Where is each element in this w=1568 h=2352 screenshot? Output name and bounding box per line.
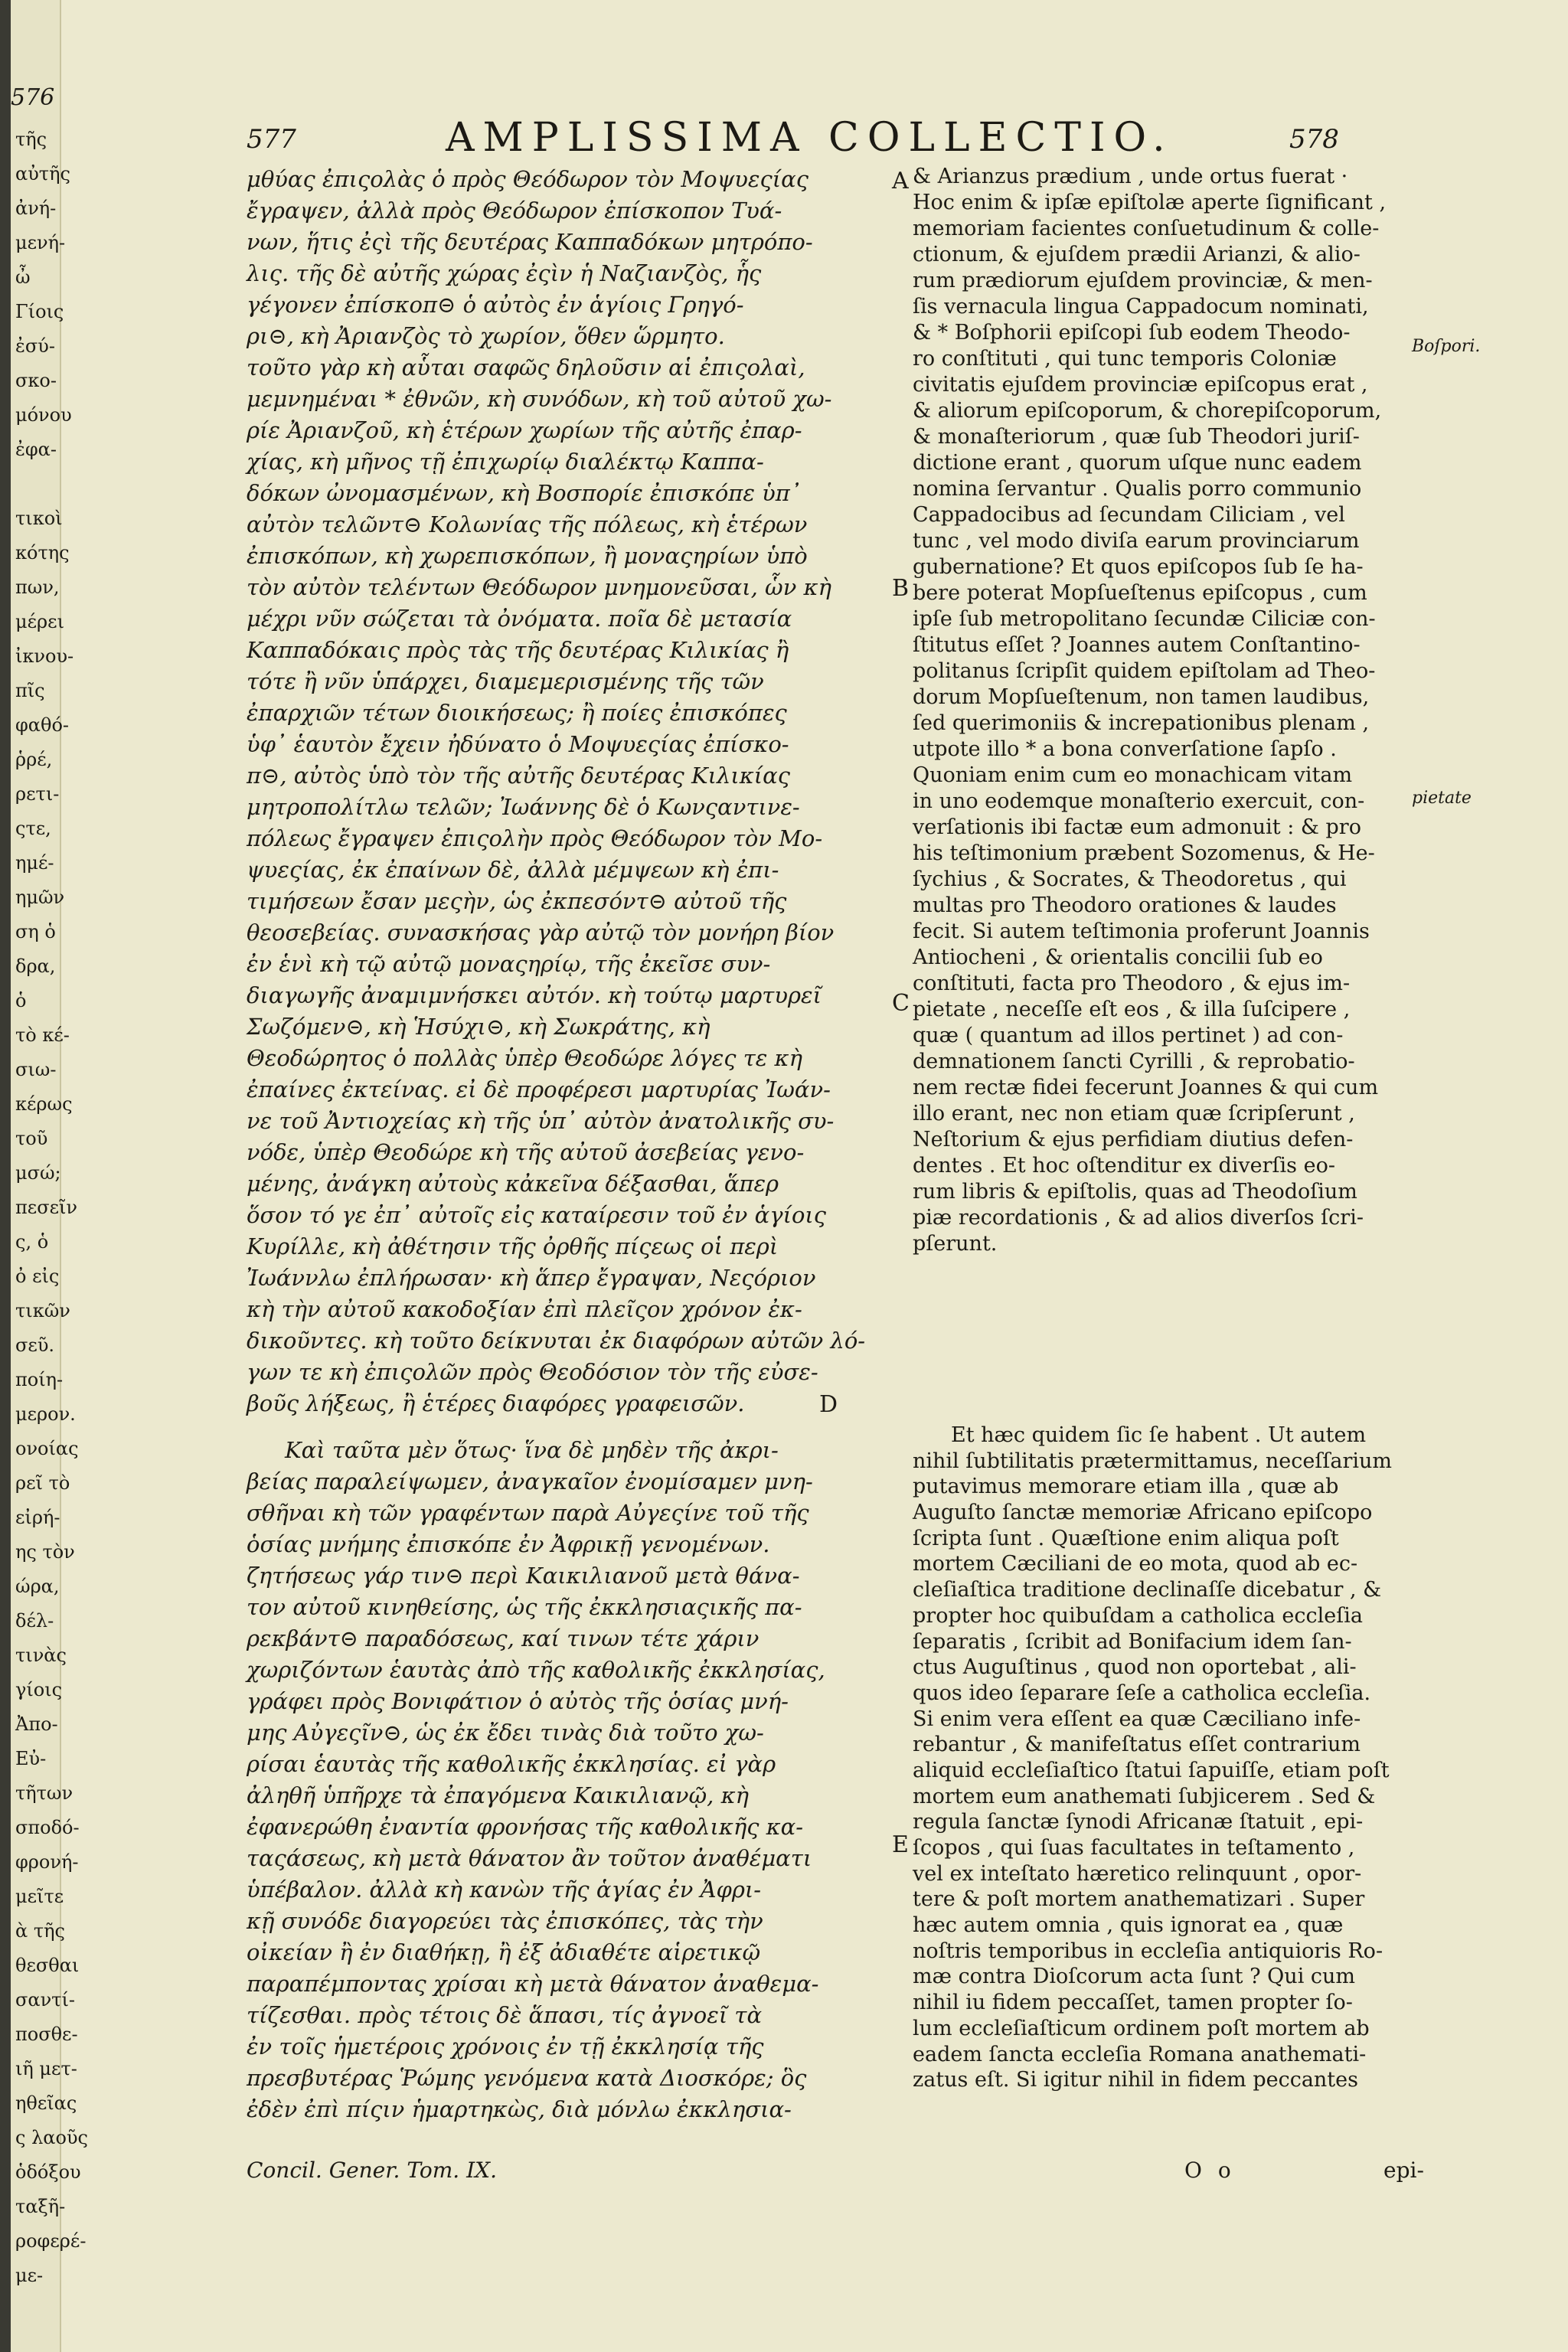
greek-text-line: τίζεσθαι. πρὸς τέτοις δὲ ἅπασι, τίς ἀγνοεῖ τὰ — [247, 2002, 763, 2028]
greek-text-line: χίας, κὴ μῆνος τῇ ἐπιχωρίῳ διαλέκτῳ Καππα- — [247, 449, 764, 475]
greek-text-line: κὴ τὴν αὐτοῦ κακοδοξίαν ἐπὶ πλεῖςον χρόνον ἐκ- — [247, 1296, 802, 1322]
book-page — [70, 0, 1568, 2352]
latin-text-line: hæc autem omnia , quis ignorat ea , quæ — [913, 1913, 1344, 1938]
section-marker-d: D — [819, 1391, 838, 1418]
previous-page-fragment: ση ὁ — [15, 921, 56, 942]
latin-text-line: ctus Auguſtinus , quod non oportebat , ali- — [913, 1655, 1357, 1680]
previous-page-fragment: τινὰς — [15, 1645, 67, 1666]
greek-text-line: Ἰωάννλω ἐπλήρωσαν· κὴ ἅπερ ἔγραψαν, Νεςόριον — [247, 1265, 816, 1291]
greek-text-line: τοῦτο γὰρ κὴ αὗται σαφῶς δηλοῦσιν αἱ ἐπιςολαὶ, — [247, 354, 805, 381]
greek-text-line: βείας παραλείψωμεν, ἀναγκαῖον ἐνομίσαμεν μνη- — [247, 1468, 813, 1494]
latin-text-line: ipſe ſub metropolitano ſecundæ Ciliciæ con- — [913, 607, 1376, 631]
latin-text-line: multas pro Theodoro orationes & laudes — [913, 893, 1337, 917]
greek-text-line: τιμήσεων ἔσαν μεςὴν, ὡς ἐκπεσόντ⊝ αὐτοῦ τῆς — [247, 888, 787, 914]
latin-text-line: & * Boſphorii epiſcopi ſub eodem Theodo- — [913, 321, 1351, 345]
previous-page-fragment: ημέ- — [15, 852, 54, 874]
greek-text-line: Καὶ ταῦτα μὲν ὅτως· ἵνα δὲ μηδὲν τῆς ἀκρι- — [285, 1437, 779, 1463]
latin-text-line: Quoniam enim cum eo monachicam vitam — [913, 763, 1353, 787]
previous-page-fragment: ποσθε- — [15, 2024, 78, 2045]
previous-page-fragment: τικοὶ — [15, 508, 63, 529]
greek-text-line: μης Αὐγεςῖν⊝, ὡς ἐκ ἔδει τινὰς διὰ τοῦτο χω- — [247, 1720, 764, 1746]
previous-page-fragment: τοῦ — [15, 1128, 48, 1149]
latin-text-line: Neſtorium & ejus perfidiam diutius defen- — [913, 1128, 1354, 1152]
previous-page-fragment: τῆς — [15, 129, 47, 150]
latin-text-line: civitatis ejuſdem provinciæ epiſcopus erat , — [913, 373, 1368, 397]
latin-text-line: fecit. Si autem teſtimonia proferunt Joannis — [913, 920, 1370, 943]
greek-text-line: θεοσεβείας. συνασκήσας γὰρ αὐτῷ τὸν μονήρη βίον — [247, 920, 835, 946]
previous-page-fragment: ρετι- — [15, 783, 60, 805]
latin-text-line: pietate , neceſſe eſt eos , & illa ſuſcipere , — [913, 998, 1351, 1021]
previous-page-fragment: ρεῖ τὸ — [15, 1472, 70, 1494]
greek-text-line: μεμνημέναι * ἐθνῶν, κὴ συνόδων, κὴ τοῦ αὐτοῦ χω- — [247, 386, 832, 412]
previous-page-fragment: ὁ — [15, 990, 27, 1011]
latin-text-line: ctionum, & ejuſdem prædii Arianzi, & alio- — [913, 243, 1361, 266]
latin-text-line: Et hæc quidem ſic ſe habent . Ut autem — [951, 1423, 1367, 1447]
previous-page-fragment: τῆτων — [15, 1782, 74, 1804]
latin-text-line: dictione erant , quorum uſque nunc eadem — [913, 451, 1362, 475]
latin-text-line: eadem ſancta eccleſia Romana anathemati- — [913, 2042, 1367, 2066]
greek-text-line: οἰκείαν ἢ ἐν διαθήκῃ, ἢ ἐξ ἀδιαθέτε αἱρετικῷ — [247, 1939, 761, 1965]
previous-page-fragment: μεῖτε — [15, 1886, 64, 1907]
previous-page-fragment: κότης — [15, 542, 70, 564]
previous-page-fragment: δέλ- — [15, 1610, 54, 1632]
previous-page-fragment: τὸ κέ- — [15, 1024, 70, 1046]
latin-text-line: verſationis ibi factæ eum admonuit : & pro — [913, 815, 1361, 839]
latin-column-top — [913, 164, 1403, 1257]
previous-page-fragment: μερον. — [15, 1403, 76, 1425]
latin-text-line: lum eccleſiaſticum ordinem poſt mortem ab — [913, 2016, 1370, 2040]
greek-text-line: Θεοδώρητος ὁ πολλὰς ὑπὲρ Θεοδώρε λόγες τε κὴ — [247, 1045, 802, 1071]
previous-page-fragment: Ἀπο- — [15, 1713, 58, 1735]
latin-text-line: nihil iu fidem peccaſſet, tamen propter ſo- — [913, 1991, 1353, 2015]
paragraph-gap — [247, 1419, 897, 1435]
previous-page-fragment: δρα, — [15, 956, 56, 977]
greek-text-line: νων, ἥτις ἐςὶ τῆς δευτέρας Καππαδόκων μητρόπο- — [247, 229, 813, 255]
previous-page-fragments — [15, 122, 88, 2293]
margin-note-pietate: pietate — [1412, 789, 1472, 808]
greek-text-line: διαγωγῆς ἀναμιμνήσκει αὐτόν. κὴ τούτῳ μαρτυρεῖ — [247, 982, 822, 1008]
greek-text-line: τότε ἢ νῦν ὑπάρχει, διαμεμερισμένης τῆς τῶν — [247, 668, 764, 694]
latin-text-line: noſtris temporibus in eccleſia antiquioris Ro- — [913, 1939, 1383, 1963]
previous-page-fragment: πεσεῖν — [15, 1197, 78, 1218]
latin-text-line: propter hoc quibuſdam a catholica eccleſia — [913, 1603, 1363, 1628]
latin-text-line: bere poterat Mopſueſtenus epiſcopus , cum — [913, 581, 1367, 605]
previous-page-fragment: αὐτῆς — [15, 163, 70, 185]
greek-text-line: μέχρι νῦν σώζεται τὰ ὀνόματα. ποῖα δὲ μετασία — [247, 606, 792, 632]
previous-page-fragment: ταξῆ- — [15, 2196, 66, 2217]
latin-text-line: aliquid eccleſiaſtico ſtatui ſapuiſſe, etiam poſt — [913, 1758, 1390, 1782]
section-marker-a: A — [892, 168, 909, 194]
greek-text-line: ἐπαίνες ἐκτείνας. εἰ δὲ προφέρεσι μαρτυρίας Ἰωάν- — [247, 1076, 831, 1102]
greek-text-line: τὸν αὐτὸν τελέντων Θεόδωρον μνημονεῦσαι, ὧν κὴ — [247, 574, 831, 600]
latin-text-line: memoriam facientes conſuetudinum & colle- — [913, 217, 1380, 240]
latin-text-line: & aliorum epiſcoporum, & chorepiſcoporum, — [913, 399, 1382, 423]
latin-text-line: mortem eum anathemati ſubjicerem . Sed & — [913, 1784, 1376, 1808]
running-header — [70, 115, 1568, 161]
greek-text-line: ζητήσεως γάρ τιν⊝ περὶ Καικιλιανοῦ μετὰ θάνα- — [247, 1563, 800, 1589]
previous-page-fragment: ηθεῖας — [15, 2092, 77, 2114]
previous-page-fragment: κέρως — [15, 1093, 73, 1115]
latin-text-line: quos ideo ſeparare ſeſe a catholica eccleſia. — [913, 1681, 1371, 1705]
page-title: AMPLISSIMA COLLECTIO. — [446, 115, 1174, 161]
previous-page-fragment: ἰκνου- — [15, 645, 74, 667]
greek-text-line: δικοῦντες. κὴ τοῦτο δείκνυται ἐκ διαφόρων αὐτῶν λό- — [247, 1328, 866, 1354]
greek-text-line: γέγονεν ἐπίσκοπ⊝ ὁ αὐτὸς ἐν ἁγίοις Γρηγό- — [247, 292, 744, 318]
greek-text-line: ἀληθῆ ὑπῆρχε τὰ ἐπαγόμενα Καικιλιανῷ, κὴ — [247, 1782, 749, 1808]
previous-page-fragment: ς λαοῦς — [15, 2127, 88, 2148]
previous-page-fragment: σιω- — [15, 1059, 57, 1080]
latin-text-line: ſcripta ſunt . Quæſtione enim aliqua poſt — [913, 1526, 1339, 1550]
previous-page-fragment: με- — [15, 2265, 44, 2286]
latin-text-line: tunc , vel modo diviſa earum provinciarum — [913, 529, 1360, 553]
greek-text-line: πόλεως ἔγραψεν ἐπιςολὴν πρὸς Θεόδωρον τὸν Μο- — [247, 825, 823, 851]
greek-text-line: πρεσβυτέρας Ῥώμης γενόμενα κατὰ Διοσκόρε; ὃς — [247, 2065, 807, 2091]
greek-text-line: γων τε κὴ ἐπιςολῶν πρὸς Θεοδόσιον τὸν τῆς εὐσε- — [247, 1359, 818, 1385]
greek-text-line: σθῆναι κὴ τῶν γραφέντων παρὰ Αὐγεςίνε τοῦ τῆς — [247, 1500, 809, 1526]
latin-text-line: Cappadocibus ad ſecundam Ciliciam , vel — [913, 503, 1345, 527]
previous-page-fragment: Γίοις — [15, 301, 64, 322]
greek-text-line: ρίε Ἀριανζοῦ, κὴ ἑτέρων χωρίων τῆς αὐτῆς ἐπαρ- — [247, 417, 802, 443]
latin-text-line: ſed querimoniis & increpationibus plenam , — [913, 711, 1370, 735]
latin-text-line: demnationem ſancti Cyrilli , & reprobatio- — [913, 1050, 1355, 1073]
greek-text-line: μθύας ἐπιςολὰς ὁ πρὸς Θεόδωρον τὸν Μοψυεςίας — [247, 166, 808, 192]
latin-text-line: nem rectæ fidei fecerunt Joannes & qui cum — [913, 1076, 1379, 1099]
latin-text-line: in uno eodemque monaſterio exercuit, con- — [913, 789, 1365, 813]
greek-text-line: ἔγραψεν, ἀλλὰ πρὸς Θεόδωρον ἐπίσκοπον Τυά- — [247, 198, 782, 224]
latin-text-line: politanus ſcripſit quidem epiſtolam ad Theo- — [913, 659, 1376, 683]
greek-text-line: μένης, ἀνάγκη αὐτοὺς κἀκεῖνα δέξασθαι, ἅπερ — [247, 1171, 779, 1197]
previous-page-fragment: ροφερέ- — [15, 2230, 87, 2252]
previous-page-fragment: φαθό- — [15, 714, 70, 736]
latin-text-line: his teſtimonium præbent Sozomenus, & He- — [913, 841, 1375, 865]
greek-text-line: ὁσίας μνήμης ἐπισκόπε ἐν Ἀφρικῇ γενομένων. — [247, 1531, 770, 1557]
page-number-left: 577 — [247, 124, 296, 155]
latin-text-line: ſeparatis , ſcribit ad Bonifacium idem ſan- — [913, 1629, 1352, 1654]
greek-text-line: ἐπαρχιῶν τέτων διοικήσεως; ἢ ποίες ἐπισκόπες — [247, 700, 787, 726]
margin-note-bosphori: Boſpori. — [1412, 337, 1481, 356]
greek-text-line: ταςάσεως, κὴ μετὰ θάνατον ἂν τοῦτον ἀναθέματι — [247, 1845, 812, 1871]
latin-column-bottom — [913, 1423, 1403, 2093]
previous-page-fragment: σκο- — [15, 370, 57, 391]
latin-text-line: piæ recordationis , & ad alios diverſos ſcri- — [913, 1206, 1364, 1230]
latin-text-line: pſerunt. — [913, 1232, 998, 1256]
greek-text-line: ἐφανερώθη ἐναντία φρονήσας τῆς καθολικῆς κα- — [247, 1814, 804, 1840]
greek-text-line: κῇ συνόδε διαγορεύει τὰς ἐπισκόπες, τὰς τὴν — [247, 1908, 763, 1934]
latin-text-line: ſychius , & Socrates, & Theodoretus , qui — [913, 867, 1347, 891]
latin-text-line: nihil ſubtilitatis prætermittamus, neceſſarium — [913, 1449, 1392, 1473]
latin-text-line: Antiocheni , & orientalis concilii ſub eo — [913, 946, 1323, 969]
latin-text-line: mortem Cæciliani de eo mota, quod ab ec- — [913, 1552, 1358, 1576]
latin-text-line: & Arianzus prædium , unde ortus fuerat · — [913, 165, 1348, 188]
latin-text-line: conſtituti, facta pro Theodoro , & ejus im- — [913, 972, 1351, 995]
catchword: epi- — [1383, 2158, 1424, 2183]
latin-text-line: dentes . Et hoc oſtenditur ex diverſis eo- — [913, 1154, 1335, 1178]
latin-text-line: & monaſteriorum , quæ ſub Theodori juriſ- — [913, 425, 1360, 449]
previous-page-fragment: ημῶν — [15, 887, 65, 908]
latin-text-line: Hoc enim & ipſæ epiſtolæ aperte ſignificant , — [913, 191, 1387, 214]
section-marker-c: C — [892, 990, 910, 1017]
latin-text-line: rum libris & epiſtolis, quas ad Theodoſium — [913, 1180, 1357, 1204]
greek-text-line: αὐτὸν τελῶντ⊝ Κολωνίας τῆς πόλεως, κὴ ἑτέρων — [247, 511, 808, 537]
previous-page-fragment: μσώ; — [15, 1162, 61, 1184]
latin-text-line: Si enim vera eſſent ea quæ Cæciliano infe- — [913, 1707, 1361, 1731]
signature-mark: Concil. Gener. Tom. IX. — [247, 2158, 497, 2183]
greek-text-line: νε τοῦ Ἀντιοχείας κὴ τῆς ὑπ᾽ αὐτὸν ἀνατολικῆς συ- — [247, 1108, 835, 1134]
greek-text-line: ὑφ᾽ ἑαυτὸν ἔχειν ἠδύνατο ὁ Μοψυεςίας ἐπίσκο- — [247, 731, 789, 757]
greek-text-line: λις. τῆς δὲ αὐτῆς χώρας ἐςὶν ἡ Ναζιανζὸς, ἧς — [247, 260, 762, 286]
latin-text-line: cleſiaſtica traditione declinaſſe dicebatur , & — [913, 1578, 1382, 1602]
greek-text-line: ἐπισκόπων, κὴ χωρεπισκόπων, ἢ μοναςηρίων ὑπὸ — [247, 543, 808, 569]
greek-text-line: ρι⊝, κὴ Ἀριανζὸς τὸ χωρίον, ὅθεν ὥρμητο. — [247, 323, 725, 349]
previous-page-fragment: θεσθαι — [15, 1955, 80, 1976]
latin-text-line: ſcopos , qui ſuas facultates in teſtamento , — [913, 1836, 1355, 1860]
greek-text-line: Κυρίλλε, κὴ ἀθέτησιν τῆς ὀρθῆς πίςεως οἱ περὶ — [247, 1233, 779, 1259]
previous-page-fragment: μέρει — [15, 611, 64, 632]
greek-text-line: ρεκβάντ⊝ παραδόσεως, καί τινων τέτε χάριν — [247, 1625, 760, 1651]
previous-page-number: 576 — [11, 84, 55, 111]
previous-page-fragment: Εὐ- — [15, 1748, 47, 1769]
greek-text-line: ρίσαι ἑαυτὰς τῆς καθολικῆς ἐκκλησίας. εἰ γὰρ — [247, 1751, 776, 1777]
section-marker-e: E — [892, 1831, 909, 1858]
latin-text-line: rebantur , & manifeſtatus eſſet contrarium — [913, 1733, 1361, 1757]
greek-text-line: παραπέμποντας χρίσαι κὴ μετὰ θάνατον ἀναθεμα- — [247, 1971, 819, 1997]
latin-text-line: ſis vernacula lingua Cappadocum nominati, — [913, 295, 1369, 318]
greek-text-line: τον αὐτοῦ κινηθείσης, ὡς τῆς ἐκκλησιαςικῆς πα- — [247, 1594, 802, 1620]
section-marker-b: B — [892, 575, 910, 602]
previous-page-fragment: ὀ εἰς — [15, 1266, 60, 1287]
latin-text-line: gubernatione? Et quos epiſcopos ſub ſe ha- — [913, 555, 1364, 579]
latin-text-line: utpote illo * a bona converſatione ſapſo . — [913, 737, 1337, 761]
greek-text-line: δόκων ὠνομασμένων, κὴ Βοσπορίε ἐπισκόπε ὑπ᾽ — [247, 480, 802, 506]
previous-page-fragment — [15, 467, 60, 501]
previous-page-fragment: ἀνή- — [15, 198, 57, 219]
page-number-right: 578 — [1289, 124, 1339, 155]
greek-text-line: Σωζόμεν⊝, κὴ Ἡσύχι⊝, κὴ Σωκράτης, κὴ — [247, 1014, 710, 1040]
latin-text-line: zatus eſt. Si igitur nihil in fidem peccantes — [913, 2068, 1358, 2092]
latin-text-line: mæ contra Dioſcorum acta ſunt ? Qui cum — [913, 1965, 1356, 1989]
previous-page-edge — [11, 0, 88, 2352]
latin-text-line: putavimus memorare etiam illa , quæ ab — [913, 1475, 1339, 1499]
previous-page-fragment: πῖς — [15, 680, 45, 701]
greek-text-line: ἐν ἑνὶ κὴ τῷ αὐτῷ μοναςηρίῳ, τῆς ἐκεῖσε συν- — [247, 951, 771, 977]
greek-text-line: χωριζόντων ἑαυτὰς ἀπὸ τῆς καθολικῆς ἐκκλησίας, — [247, 1657, 825, 1683]
previous-page-fragment: τικῶν — [15, 1300, 70, 1321]
previous-page-fragment: εἰρή- — [15, 1507, 60, 1528]
greek-text-line: Καππαδόκαις πρὸς τὰς τῆς δευτέρας Κιλικίας ἢ — [247, 637, 789, 663]
previous-page-fragment: σαντί- — [15, 1989, 75, 2011]
previous-page-fragment: πων, — [15, 577, 60, 598]
previous-page-fragment: ἐφα- — [15, 439, 57, 460]
greek-text-line: ἐν τοῖς ἡμετέροις χρόνοις ἐν τῇ ἐκκλησίᾳ τῆς — [247, 2034, 764, 2060]
greek-text-line: ψυεςίας, ἐκ ἐπαίνων δὲ, ἀλλὰ μέμψεων κὴ ἐπι- — [247, 857, 779, 883]
latin-text-line: regula ſanctæ ſynodi Africanæ ſtatuit , epi- — [913, 1810, 1364, 1834]
latin-text-line: ſtitutus eſſet ? Joannes autem Conſtantino- — [913, 633, 1361, 657]
binding-shadow — [0, 0, 11, 2352]
previous-page-fragment: ώρα, — [15, 1576, 60, 1597]
previous-page-fragment: σποδό- — [15, 1817, 80, 1838]
latin-text-line: Auguſto ſanctæ memoriæ Africano epiſcopo — [913, 1501, 1373, 1525]
previous-page-fragment: ιῆ μετ- — [15, 2058, 77, 2079]
previous-page-fragment: ῥρέ, — [15, 749, 53, 770]
previous-page-fragment: ονοίας — [15, 1438, 79, 1459]
previous-page-fragment: ς, ὁ — [15, 1231, 49, 1253]
greek-text-line: ὅσον τό γε ἐπ᾽ αὐτοῖς εἰς καταίρεσιν τοῦ ἐν ἁγίοις — [247, 1202, 827, 1228]
previous-page-fragment: ὦ — [15, 266, 31, 288]
greek-column — [247, 164, 897, 2125]
latin-text-line: tere & poſt mortem anathematizari . Super — [913, 1887, 1365, 1912]
quire-mark: O o — [1184, 2158, 1236, 2183]
previous-page-fragment: μόνου — [15, 404, 72, 426]
latin-text-line: rum prædiorum ejuſdem provinciæ, & men- — [913, 269, 1373, 292]
previous-page-fragment: ἐσύ- — [15, 335, 55, 357]
previous-page-fragment: ης τὸν — [15, 1541, 75, 1563]
previous-page-fragment: γίοις — [15, 1679, 63, 1700]
previous-page-fragment: φρονή- — [15, 1851, 79, 1873]
previous-page-fragment: μενή- — [15, 232, 66, 253]
greek-text-line: ἐδὲν ἐπὶ πίςιν ἡμαρτηκὼς, διὰ μόνλω ἐκκλησια- — [247, 2096, 792, 2122]
greek-text-line: μητροπολίτλω τελῶν; Ἰωάννης δὲ ὁ Κωνςαντινε- — [247, 794, 800, 820]
greek-text-line: νόδε, ὑπὲρ Θεοδώρε κὴ τῆς αὐτοῦ ἀσεβείας γενο- — [247, 1139, 805, 1165]
latin-text-line: ro conſtituti , qui tunc temporis Coloniæ — [913, 347, 1337, 371]
latin-text-line: quæ ( quantum ad illos pertinet ) ad con- — [913, 1024, 1344, 1047]
greek-text-line: βοῦς λήξεως, ἢ ἑτέρες διαφόρες γραφεισῶν. — [247, 1390, 745, 1416]
greek-text-line: γράφει πρὸς Βονιφάτιον ὁ αὐτὸς τῆς ὁσίας μνή- — [247, 1688, 789, 1714]
latin-text-line: dorum Mopſueſtenum, non tamen laudibus, — [913, 685, 1370, 709]
previous-page-fragment: ὁδόξου — [15, 2161, 81, 2183]
latin-text-line: illo erant, nec non etiam quæ ſcripſerunt , — [913, 1102, 1355, 1125]
greek-text-line: π⊝, αὐτὸς ὑπὸ τὸν τῆς αὐτῆς δευτέρας Κιλικίας — [247, 763, 791, 789]
greek-text-line: ὑπέβαλον. ἀλλὰ κὴ κανὼν τῆς ἁγίας ἐν Ἀφρι- — [247, 1877, 762, 1903]
previous-page-fragment: ςτε, — [15, 818, 51, 839]
latin-text-line: vel ex inteſtato hæretico relinquunt , opor- — [913, 1861, 1362, 1886]
latin-text-line: nomina ſervantur . Qualis porro communio — [913, 477, 1362, 501]
previous-page-fragment: ποίη- — [15, 1369, 64, 1390]
previous-page-fragment: ὰ τῆς — [15, 1920, 65, 1942]
previous-page-fragment: σεῦ. — [15, 1334, 55, 1356]
